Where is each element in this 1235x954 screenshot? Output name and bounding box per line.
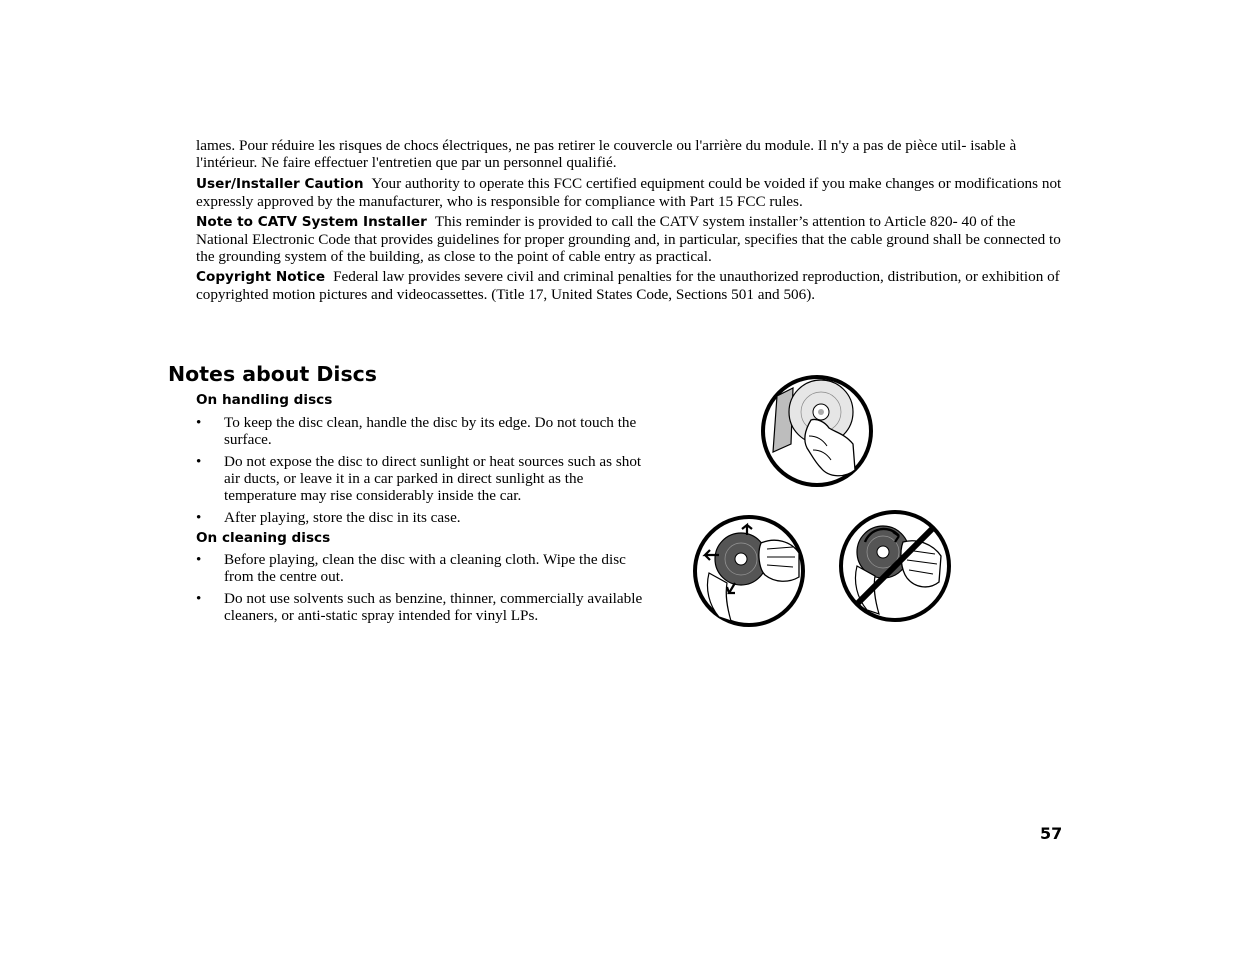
paragraph-copyright-notice [196, 268, 1068, 303]
bullet-marker: • [196, 414, 202, 431]
paragraph-lead: Note to CATV System Installer [196, 214, 427, 230]
page-number: 57 [1040, 824, 1063, 843]
paragraph-french-warning [196, 137, 1068, 171]
list-item-text: Do not expose the disc to direct sunlight or heat sources such as shot air ducts, or leave it in a car parked in direct sunlight as the temperature may rise considerably inside the car. [224, 453, 642, 504]
handling-bullet-list [196, 414, 656, 531]
list-item [196, 414, 656, 448]
list-item [196, 453, 656, 504]
list-item-text: Before playing, clean the disc with a cleaning cloth. Wipe the disc from the centre out. [224, 551, 626, 585]
cleaning-bullet-list [196, 551, 656, 629]
paragraph-text: Your authority to operate this FCC certified equipment could be voided if you make changes or modifications not expressly approved by the manufacturer, who is responsible for compliance with Part 15 FCC rules. [196, 175, 1062, 210]
bullet-marker: • [196, 590, 202, 607]
paragraph-user-installer-caution [196, 175, 1068, 210]
section-title: Notes about Discs [168, 362, 378, 386]
paragraph-catv-installer-note [196, 213, 1068, 265]
bullet-marker: • [196, 551, 202, 568]
list-item-text: To keep the disc clean, handle the disc by its edge. Do not touch the surface. [224, 414, 637, 448]
wipe-disc-outward-icon [691, 513, 809, 629]
list-item [196, 551, 656, 585]
paragraph-lead: User/Installer Caution [196, 176, 364, 192]
paragraph-lead: Copyright Notice [196, 269, 326, 285]
handling-heading: On handling discs [196, 392, 333, 408]
paragraph-text: Federal law provides severe civil and criminal penalties for the unauthorized reproduction, distribution, or exhibition of copyrighted motion pictures and videocassettes. (Title 17, United States Code, Sections 501 and 506). [196, 268, 1060, 303]
hand-holding-disc-icon [759, 374, 877, 490]
paragraph-text: This reminder is provided to call the CATV system installer’s attention to Article 820- 40 of the National Electronic Code that provides guidelines for proper grounding and, in particular, specifies that the cable ground shall be connected to the grounding system of the building, as close to the point of cable entry as practical. [196, 213, 1061, 265]
cleaning-heading: On cleaning discs [196, 530, 331, 546]
list-item-text: After playing, store the disc in its case. [224, 509, 461, 526]
list-item-text: Do not use solvents such as benzine, thinner, commercially available cleaners, or anti-static spray intended for vinyl LPs. [224, 590, 643, 624]
paragraph-text: lames. Pour réduire les risques de chocs électriques, ne pas retirer le couvercle ou l'arrière du module. Il n'y a pas de pièce util- isable à l'intérieur. Ne faire effectuer l'entretien que par un personnel qualifié. [196, 137, 1017, 171]
list-item [196, 590, 656, 624]
no-circular-wiping-icon [837, 508, 955, 624]
bullet-marker: • [196, 509, 202, 526]
bullet-marker: • [196, 453, 202, 470]
list-item [196, 509, 656, 526]
